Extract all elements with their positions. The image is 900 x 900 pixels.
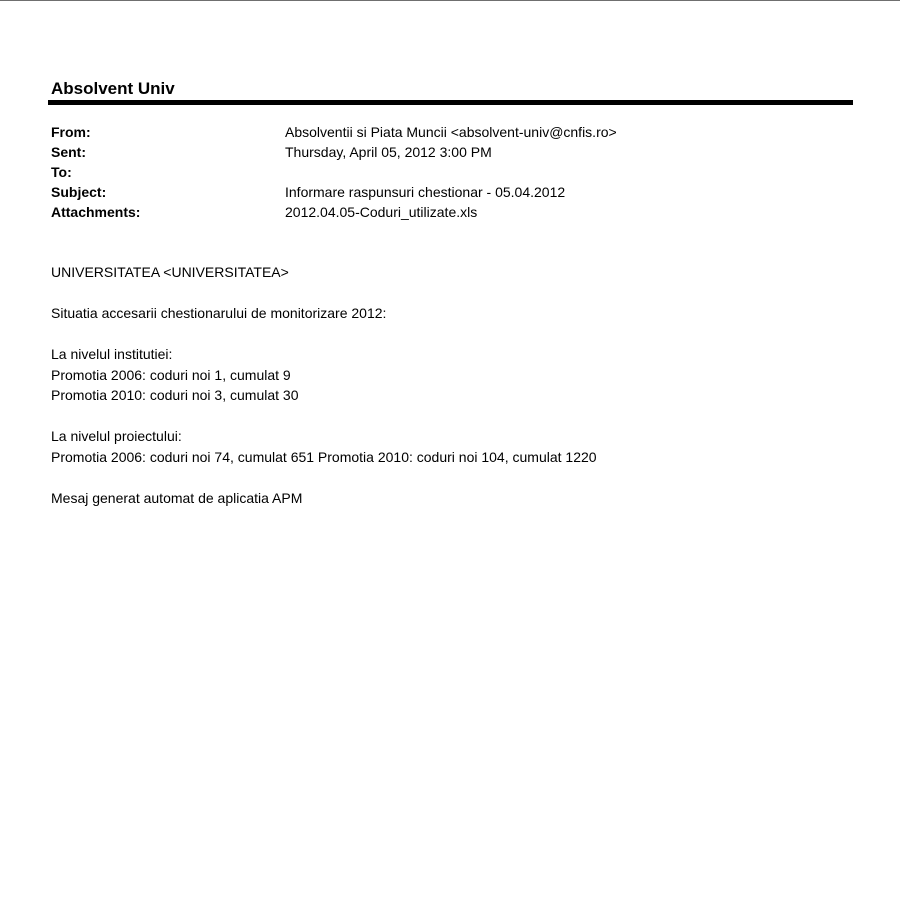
subject-row	[51, 182, 851, 202]
institution-heading: La nivelul institutiei:	[51, 346, 173, 362]
header-divider	[48, 100, 853, 105]
subject-label: Subject:	[51, 184, 107, 200]
paragraph-spacer	[51, 406, 871, 427]
institution-line-2006: Promotia 2006: coduri noi 1, cumulat 9	[51, 366, 291, 383]
recipient-line: UNIVERSITATEA <UNIVERSITATEA>	[51, 264, 289, 280]
attachment-file-name: 2012.04.05-Coduri_utilizate.xls	[285, 204, 478, 220]
email-body	[51, 262, 871, 508]
paragraph-spacer	[51, 467, 871, 488]
to-row	[51, 162, 851, 182]
sent-label: Sent:	[51, 144, 86, 160]
from-row	[51, 122, 851, 142]
footer-line: Mesaj generat automat de aplicatia APM	[51, 489, 303, 506]
from-value: Absolventii si Piata Muncii <absolvent-univ@cnfis.ro>	[285, 124, 617, 140]
intro-line: Situatia accesarii chestionarului de monitorizare 2012:	[51, 305, 387, 321]
from-label: From:	[51, 124, 91, 140]
paragraph-spacer	[51, 283, 871, 304]
attachments-row	[51, 202, 851, 222]
sent-row	[51, 142, 851, 162]
attachments-label: Attachments:	[51, 204, 141, 220]
institution-line-2010: Promotia 2010: coduri noi 3, cumulat 30	[51, 387, 299, 403]
to-label: To:	[51, 164, 72, 180]
sent-value: Thursday, April 05, 2012 3:00 PM	[285, 144, 492, 160]
subject-value: Informare raspunsuri chestionar - 05.04.2012	[285, 184, 566, 200]
page-top-border	[0, 0, 900, 1]
email-header-fields	[51, 122, 851, 222]
project-line: Promotia 2006: coduri noi 74, cumulat 651 Promotia 2010: coduri noi 104, cumulat 1220	[51, 448, 597, 465]
sender-name: Absolvent Univ	[51, 79, 175, 98]
project-heading: La nivelul proiectului:	[51, 428, 182, 444]
paragraph-spacer	[51, 324, 871, 345]
